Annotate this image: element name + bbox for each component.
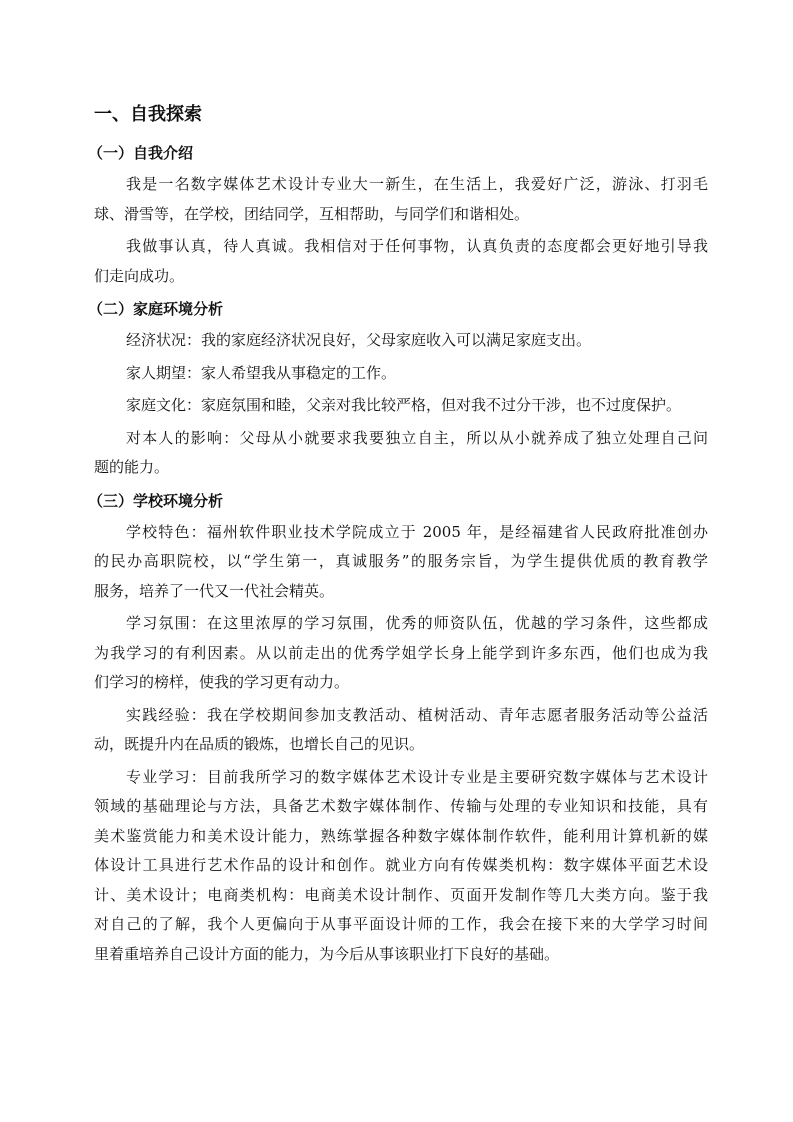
text-line: 对本人的影响：父母从小就要求我要独立自主，所以从小就养成了独立处理自己问 (126, 428, 708, 447)
text-line: 实践经验：我在学校期间参加支教活动、植树活动、青年志愿者服务活动等公益活 (126, 705, 708, 724)
text-line: 动，既提升内在品质的锻炼，也增长自己的见识。 (94, 735, 425, 753)
text-line: 对自己的了解，我个人更偏向于从事平面设计师的工作，我会在接下来的大学学习时间 (94, 915, 708, 933)
text-line: 我做事认真，待人真诚。我相信对于任何事物，认真负责的态度都会更好地引导我 (126, 237, 708, 255)
text-line: 领域的基础理论与方法，具备艺术数字媒体制作、传输与处理的专业知识和技能，具有 (94, 797, 708, 815)
text-line: 的民办高职院校，以“学生第一，真诚服务”的服务宗旨，为学生提供优质的教育教学 (94, 552, 708, 570)
paragraph (94, 518, 708, 607)
text-line: 服务，培养了一代又一代社会精英。 (94, 581, 335, 600)
section (88, 486, 708, 970)
text-line: 为我学习的有利因素。从以前走出的优秀学姐学长身上能学到许多东西，他们也成为我 (94, 643, 708, 662)
chapter-title: 一、自我探索 (94, 104, 202, 125)
text-line: 学校特色：福州软件职业技术学院成立于 2005 年，是经福建省人民政府批准创办 (126, 522, 708, 541)
text-line: 们走向成功。 (94, 266, 185, 285)
text-line: 学习氛围：在这里浓厚的学习氛围，优秀的师资队伍，优越的学习条件，这些都成 (126, 614, 708, 632)
paragraph (94, 232, 708, 291)
paragraph (94, 170, 708, 229)
section-heading: （三）学校环境分析 (88, 491, 224, 510)
paragraph (94, 701, 708, 760)
text-line: 里着重培养自己设计方面的能力，为今后从事该职业打下良好的基础。 (94, 944, 560, 963)
text-line: 家人期望：家人希望我从事稳定的工作。 (126, 363, 397, 382)
text-line: 经济状况：我的家庭经济状况良好，父母家庭收入可以满足家庭支出。 (126, 331, 592, 349)
section (88, 294, 708, 483)
sections (88, 138, 708, 969)
text-line: 专业学习：目前我所学习的数字媒体艺术设计专业是主要研究数字媒体与艺术设计 (126, 767, 708, 786)
text-line: 体设计工具进行艺术作品的设计和创作。就业方向有传媒类机构：数字媒体平面艺术设 (94, 856, 708, 874)
paragraph (94, 391, 708, 421)
paragraph (94, 326, 708, 356)
text-line: 计、美术设计；电商类机构：电商美术设计制作、页面开发制作等几大类方向。鉴于我 (94, 885, 708, 904)
text-line: 我是一名数字媒体艺术设计专业大一新生，在生活上，我爱好广泛，游泳、打羽毛 (126, 175, 708, 193)
text-line: 题的能力。 (94, 458, 170, 476)
document-page (88, 100, 708, 972)
text-line: 家庭文化：家庭氛围和睦，父亲对我比较严格，但对我不过分干涉，也不过度保护。 (126, 396, 682, 414)
text-line: 们学习的榜样，使我的学习更有动力。 (94, 673, 350, 691)
paragraph (94, 609, 708, 698)
text-line: 球、滑雪等，在学校，团结同学，互相帮助，与同学们和谐相处。 (94, 204, 530, 223)
text-line: 美术鉴赏能力和美术设计能力，熟练掌握各种数字媒体制作软件，能利用计算机新的媒 (94, 826, 708, 845)
section-heading: （一）自我介绍 (88, 144, 194, 162)
paragraph (94, 359, 708, 389)
section (88, 138, 708, 291)
paragraph (94, 763, 708, 970)
paragraph (94, 424, 708, 483)
section-heading: （二）家庭环境分析 (88, 300, 224, 318)
